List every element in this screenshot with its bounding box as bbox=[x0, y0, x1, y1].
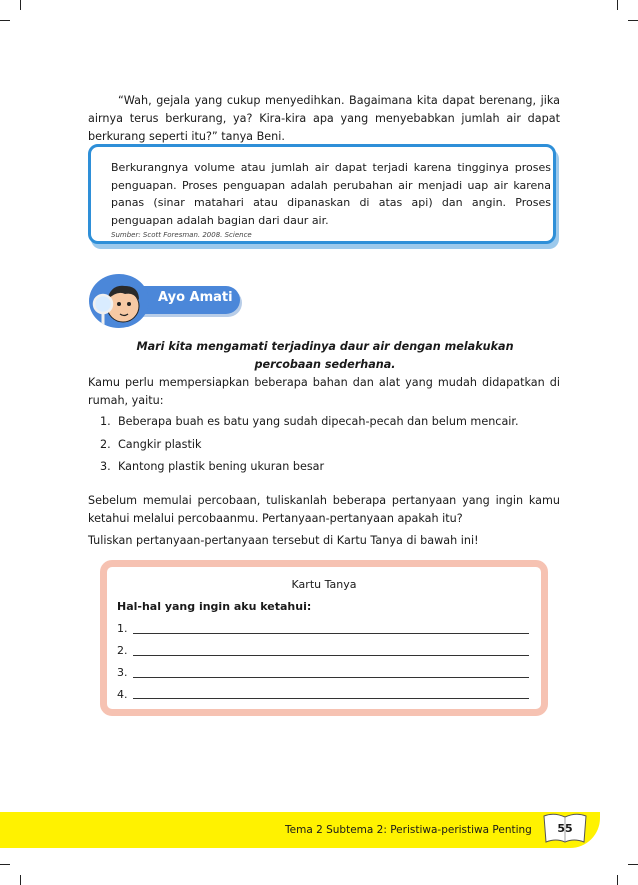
crop-mark bbox=[20, 875, 21, 885]
crop-mark bbox=[20, 0, 21, 10]
answer-line[interactable] bbox=[133, 698, 529, 699]
intro-paragraph: “Wah, gejala yang cukup menyedihkan. Bagaimana kita dapat berenang, jika airnya terus berkurang, ya? Kira-kira apa yang menyebabkan jumlah air dapat berkurang seperti itu?” tanya Beni. bbox=[88, 94, 560, 143]
answer-line[interactable] bbox=[133, 677, 529, 678]
info-box bbox=[88, 144, 556, 244]
question-number: 4. bbox=[117, 688, 128, 701]
crop-mark bbox=[628, 20, 638, 21]
answer-line[interactable] bbox=[133, 633, 529, 634]
card-subtitle: Hal-hal yang ingin aku ketahui: bbox=[117, 600, 312, 613]
question-number: 3. bbox=[117, 666, 128, 679]
kartu-tanya-card bbox=[100, 560, 548, 716]
info-box-text: Berkurangnya volume atau jumlah air dapat terjadi karena tingginya proses penguapan. Proses penguapan adalah perubahan air menjadi uap air karena panas (sinar matahari atau dipanaskan di atas api) dan angin. Proses penguapan adalah bagian dari daur air. bbox=[111, 161, 551, 227]
list-item: 1. Beberapa buah es batu yang sudah dipecah-pecah dan belum mencair. bbox=[100, 415, 519, 428]
write-instruction: Tuliskan pertanyaan-pertanyaan tersebut di Kartu Tanya di bawah ini! bbox=[88, 534, 479, 547]
list-item: 3. Kantong plastik bening ukuran besar bbox=[100, 460, 325, 473]
prep-paragraph: Kamu perlu mempersiapkan beberapa bahan dan alat yang mudah didapatkan di rumah, yaitu: bbox=[88, 376, 560, 407]
question-paragraph: Sebelum memulai percobaan, tuliskanlah beberapa pertanyaan yang ingin kamu ketahui melalui percobaanmu. Pertanyaan-pertanyaan apakah itu? bbox=[88, 494, 560, 525]
instruction-heading: Mari kita mengamati terjadinya daur air dengan melakukan percobaan sederhana. bbox=[136, 340, 514, 371]
observer-illustration-icon bbox=[89, 274, 149, 328]
crop-mark bbox=[617, 875, 618, 885]
crop-mark bbox=[0, 864, 10, 865]
crop-mark bbox=[628, 864, 638, 865]
footer-title: Tema 2 Subtema 2: Peristiwa-peristiwa Penting bbox=[285, 824, 532, 836]
question-number: 1. bbox=[117, 622, 128, 635]
page-number: 55 bbox=[557, 822, 573, 835]
materials-list bbox=[100, 411, 560, 479]
info-box-source: Sumber: Scott Foresman. 2008. Science bbox=[111, 231, 252, 239]
observer-avatar bbox=[89, 274, 149, 328]
crop-mark bbox=[0, 20, 10, 21]
crop-mark bbox=[617, 0, 618, 10]
banner-label: Ayo Amati bbox=[158, 290, 233, 305]
card-title: Kartu Tanya bbox=[291, 578, 357, 591]
question-number: 2. bbox=[117, 644, 128, 657]
answer-line[interactable] bbox=[133, 655, 529, 656]
list-item: 2. Cangkir plastik bbox=[100, 437, 202, 451]
